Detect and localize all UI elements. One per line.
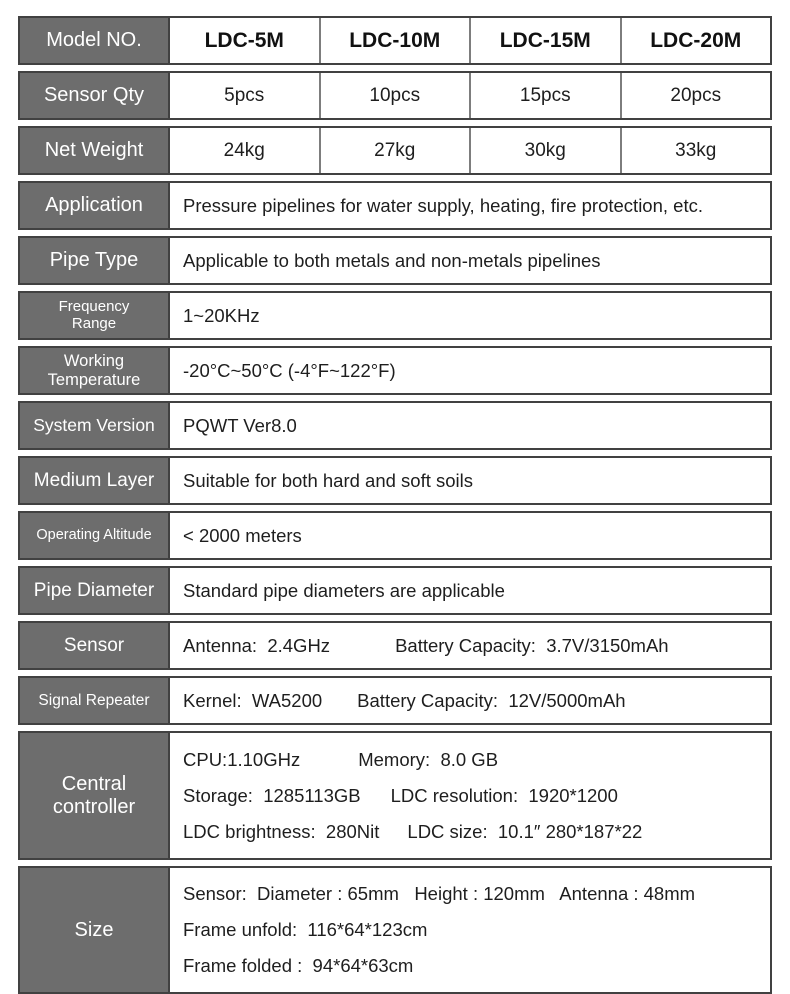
row-label-text: Size xyxy=(74,918,114,941)
model-value: LDC-5M xyxy=(204,28,284,52)
system-version-value: PQWT Ver8.0 xyxy=(183,414,297,436)
row-label-text: Operating Altitude xyxy=(36,527,152,544)
row-working-temperature xyxy=(18,346,772,395)
row-label-operating-altitude xyxy=(20,513,170,558)
model-value: LDC-20M xyxy=(620,18,771,63)
row-application xyxy=(18,181,772,230)
row-pipe-type xyxy=(18,236,772,285)
net-weight-value: 33kg xyxy=(620,128,771,173)
frequency-range-value: 1~20KHz xyxy=(183,304,260,326)
sensor-antenna-spec: Antenna: 2.4GHz xyxy=(183,634,331,656)
row-sensor xyxy=(18,621,772,670)
row-label-size xyxy=(20,868,170,992)
row-frequency-range xyxy=(18,291,772,340)
central-controller-values xyxy=(170,733,770,858)
row-net-weight xyxy=(18,126,772,175)
ldc-resolution-spec: LDC resolution: 1920*1200 xyxy=(390,784,618,806)
row-label-text: Medium Layer xyxy=(33,469,155,491)
row-system-version xyxy=(18,401,772,450)
row-label-text: Model NO. xyxy=(46,29,142,52)
sensor-qty-value: 15pcs xyxy=(469,73,620,118)
storage-spec: Storage: 1285113GB xyxy=(183,784,361,806)
row-label-working-temperature xyxy=(20,348,170,393)
row-label-text: Sensor Qty xyxy=(43,84,145,107)
size-frame-folded: Frame folded : 94*64*63cm xyxy=(183,955,414,976)
model-value: LDC-15M xyxy=(469,18,620,63)
working-temperature-value: -20°C~50°C (-4°F~122°F) xyxy=(183,359,396,381)
signal-repeater-values xyxy=(170,678,770,723)
medium-layer-value: Suitable for both hard and soft soils xyxy=(183,469,474,491)
row-label-text: Application xyxy=(45,194,143,217)
ldc-size-spec: LDC size: 10.1″ 280*187*22 xyxy=(407,820,643,842)
size-sensor-dimensions: Sensor: Diameter : 65mm Height : 120mm Antenna : 48mm xyxy=(183,883,696,904)
pipe-type-value: Applicable to both metals and non-metals pipelines xyxy=(183,249,601,271)
net-weight-value: 24kg xyxy=(223,139,265,161)
row-label-text: Frequency Range xyxy=(58,297,130,332)
size-frame-unfold: Frame unfold: 116*64*123cm xyxy=(183,919,428,940)
row-label-text: Pipe Diameter xyxy=(33,579,155,601)
row-label-system-version xyxy=(20,403,170,448)
sensor-qty-value: 10pcs xyxy=(319,73,470,118)
row-pipe-diameter xyxy=(18,566,772,615)
central-controller-line xyxy=(183,778,762,814)
row-label-signal-repeater xyxy=(20,678,170,723)
row-label-model-no xyxy=(20,18,170,63)
row-label-net-weight xyxy=(20,128,170,173)
central-controller-line xyxy=(183,742,762,778)
net-weight-value: 30kg xyxy=(469,128,620,173)
cpu-spec: CPU:1.10GHz xyxy=(183,748,301,770)
row-label-pipe-diameter xyxy=(20,568,170,613)
row-sensor-qty xyxy=(18,71,772,120)
application-value: Pressure pipelines for water supply, heating, fire protection, etc. xyxy=(183,194,703,216)
model-values xyxy=(170,18,770,63)
sensor-qty-value: 20pcs xyxy=(620,73,771,118)
row-label-text: System Version xyxy=(33,414,155,435)
row-medium-layer xyxy=(18,456,772,505)
sensor-qty-value: 5pcs xyxy=(224,84,265,106)
net-weight-values xyxy=(170,128,770,173)
memory-spec: Memory: 8.0 GB xyxy=(358,748,499,770)
row-model-no xyxy=(18,16,772,65)
net-weight-value: 27kg xyxy=(319,128,470,173)
repeater-kernel-spec: Kernel: WA5200 xyxy=(183,689,323,711)
row-label-text: Signal Repeater xyxy=(38,691,150,709)
row-label-application xyxy=(20,183,170,228)
row-operating-altitude xyxy=(18,511,772,560)
product-spec-table xyxy=(18,16,772,994)
row-label-pipe-type xyxy=(20,238,170,283)
ldc-brightness-spec: LDC brightness: 280Nit xyxy=(183,820,380,842)
row-central-controller xyxy=(18,731,772,860)
sensor-battery-spec: Battery Capacity: 3.7V/3150mAh xyxy=(395,634,669,656)
row-label-frequency-range xyxy=(20,293,170,338)
row-label-text: Pipe Type xyxy=(49,249,139,272)
operating-altitude-value: < 2000 meters xyxy=(183,524,302,546)
central-controller-line xyxy=(183,814,762,850)
pipe-diameter-value: Standard pipe diameters are applicable xyxy=(183,579,505,601)
sensor-values xyxy=(170,623,770,668)
row-signal-repeater xyxy=(18,676,772,725)
row-label-medium-layer xyxy=(20,458,170,503)
row-size xyxy=(18,866,772,994)
size-values xyxy=(170,868,770,992)
row-label-text: Working Temperature xyxy=(47,352,141,389)
row-label-sensor xyxy=(20,623,170,668)
repeater-battery-spec: Battery Capacity: 12V/5000mAh xyxy=(357,689,626,711)
row-label-sensor-qty xyxy=(20,73,170,118)
sensor-qty-values xyxy=(170,73,770,118)
model-value: LDC-10M xyxy=(319,18,470,63)
row-label-central-controller xyxy=(20,733,170,858)
row-label-text: Sensor xyxy=(63,634,125,656)
row-label-text: Central controller xyxy=(52,773,136,818)
row-label-text: Net Weight xyxy=(44,139,144,162)
